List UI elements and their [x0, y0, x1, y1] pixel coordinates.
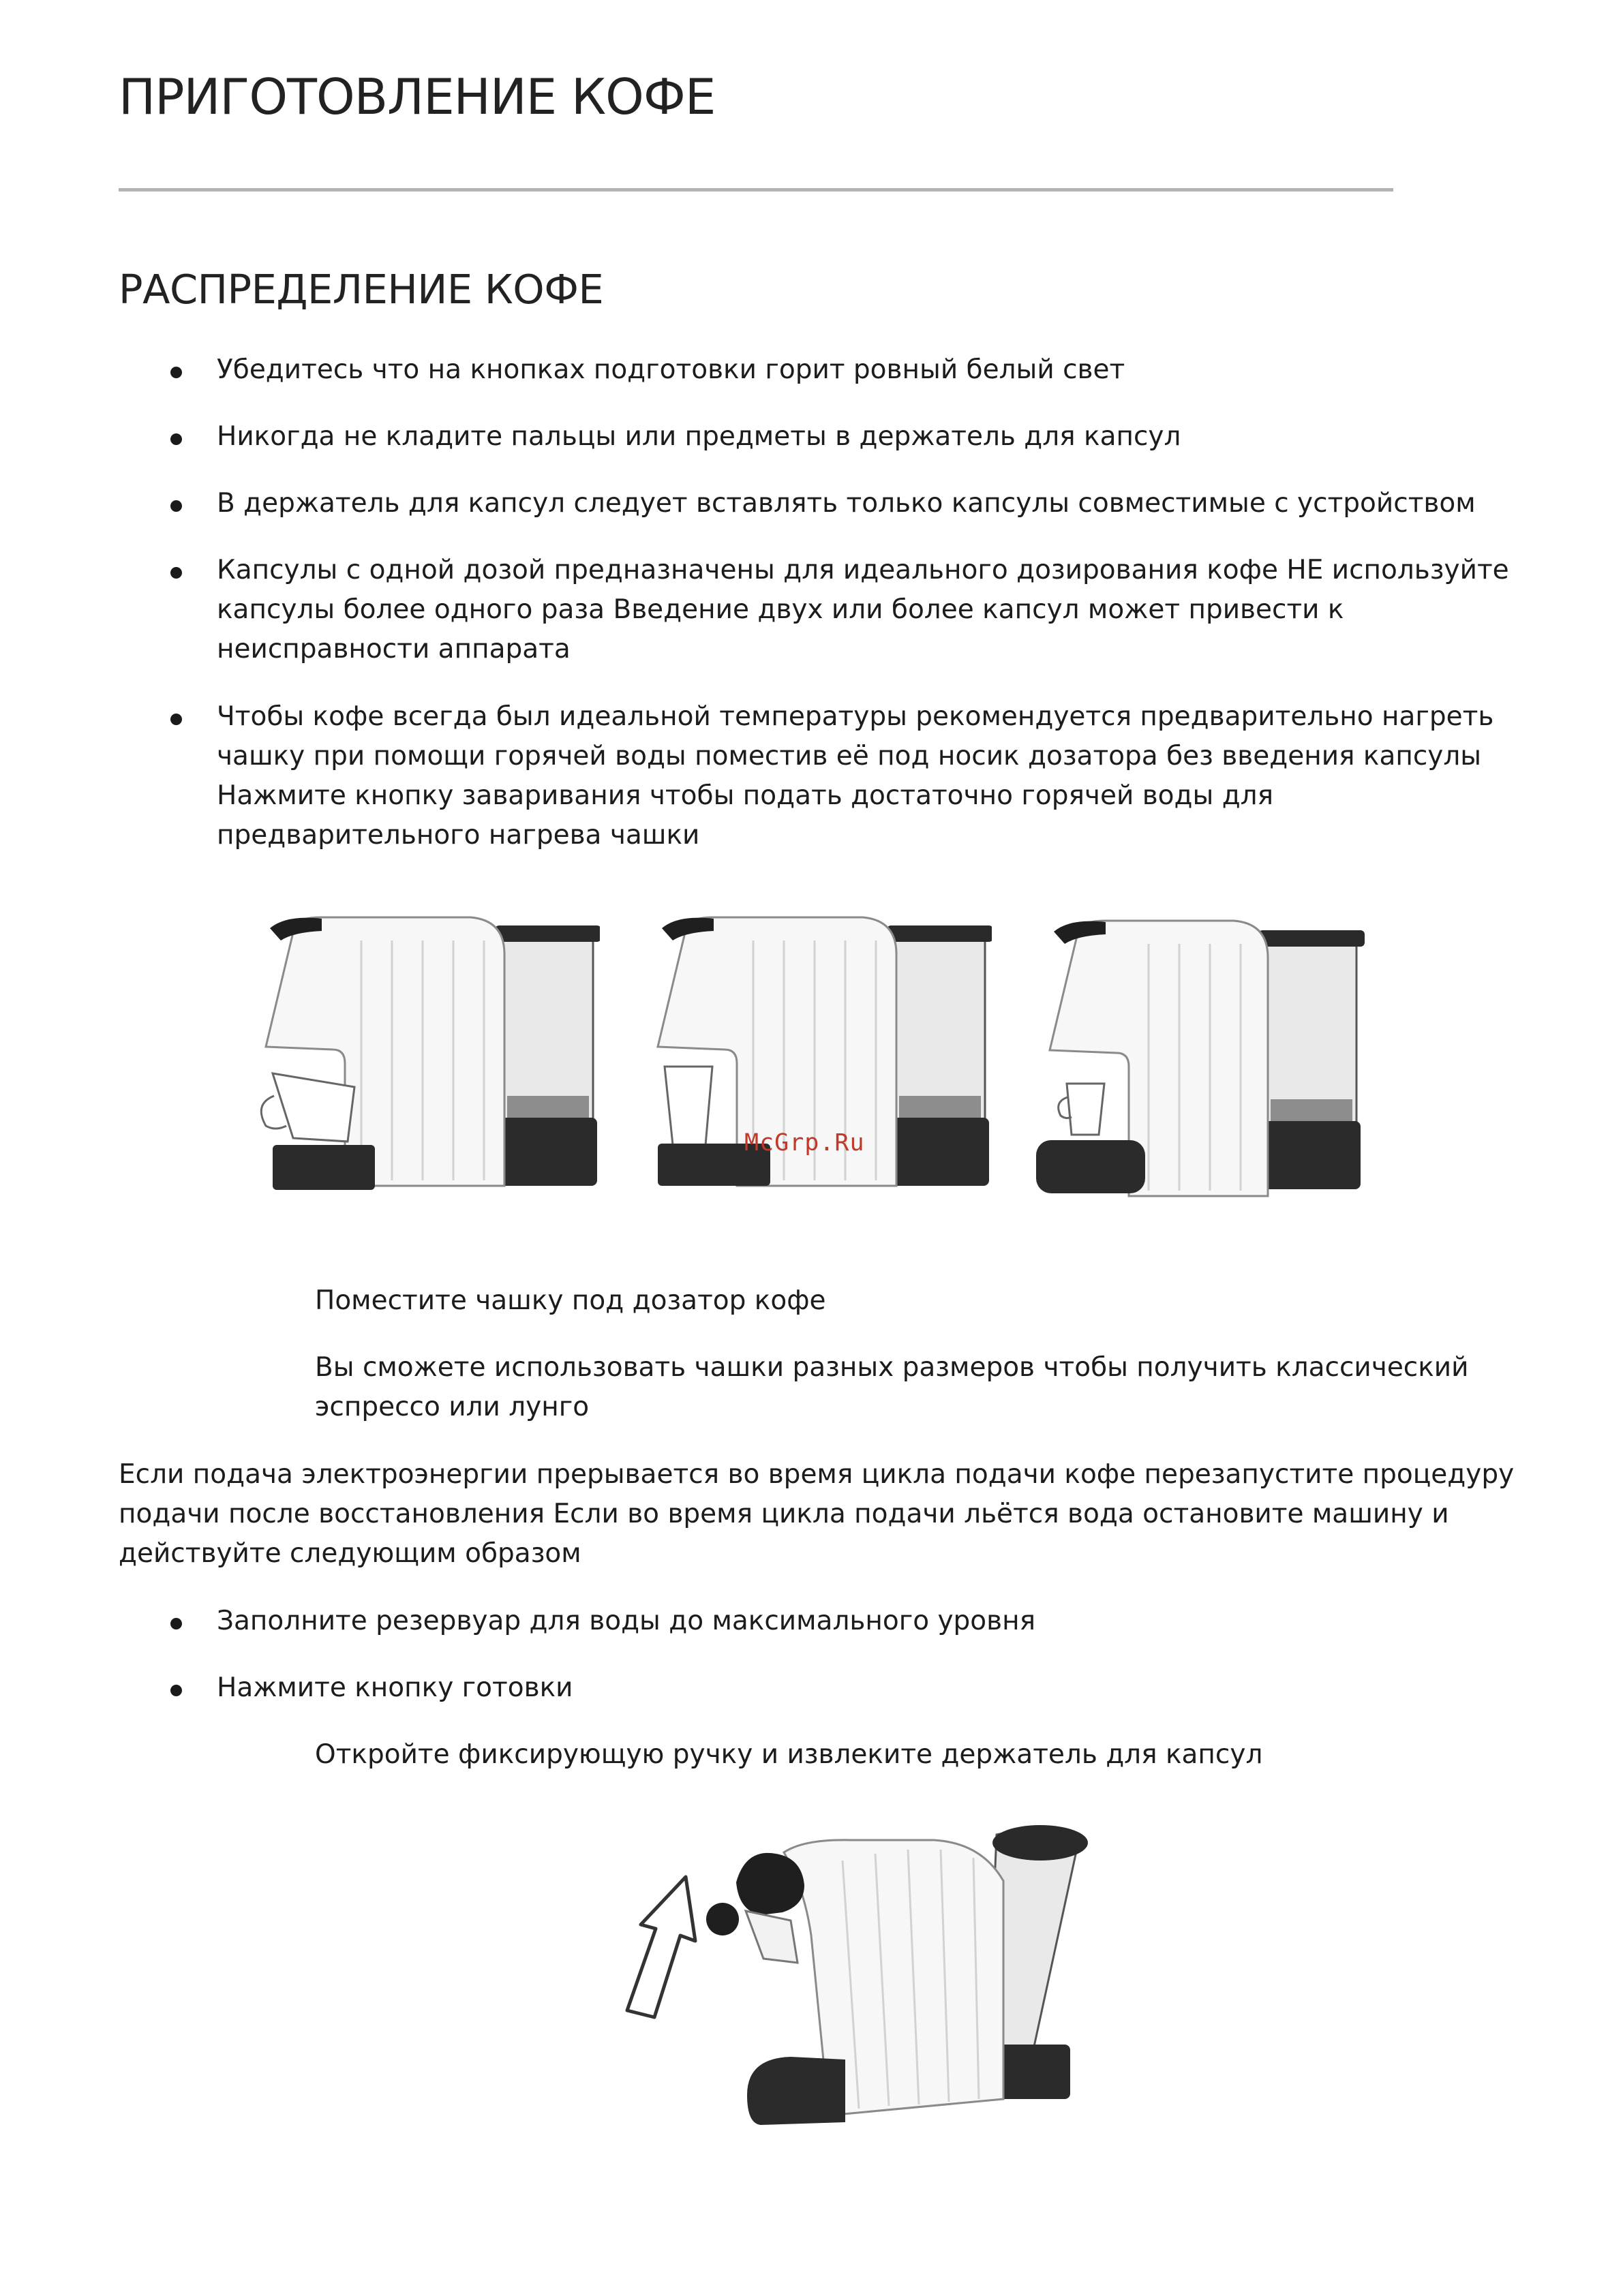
watermark: McGrp.Ru [744, 1129, 865, 1157]
bullet-item-2: Никогда не кладите пальцы или предметы в держатель для капсул [217, 417, 1512, 457]
page-title: ПРИГОТОВЛЕНИЕ КОФЕ [119, 68, 716, 125]
bullet-item-5: Чтобы кофе всегда был идеальной температуры рекомендуется предварительно нагреть чашку при помощи горячей воды поместив её под носик дозатора без введения капсулы Нажмите кнопку заваривания чтобы подать достаточно горячей воды для предварительного нагрева чашки [217, 697, 1519, 855]
coffee-machine-tall-glass-illustration [637, 913, 992, 1199]
recovery-step-1: Заполните резервуар для воды до максимального уровня [217, 1602, 1512, 1641]
final-step-text: Откройте фиксирующую ручку и извлеките держатель для капсул [315, 1739, 1263, 1770]
coffee-machine-small-cup-illustration [1029, 917, 1384, 1203]
place-cup-text: Поместите чашку под дозатор кофе [315, 1285, 826, 1316]
title-divider [119, 188, 1393, 192]
bullet-item-4: Капсулы с одной дозой предназначены для идеального дозирования кофе НЕ используйте капсулы более одного раза Введение двух или более капсул может привести к неисправности аппарата [217, 551, 1532, 669]
section-title: РАСПРЕДЕЛЕНИЕ КОФЕ [119, 266, 604, 313]
coffee-machine-large-cup-illustration [245, 913, 600, 1199]
recovery-step-2: Нажмите кнопку готовки [217, 1668, 1512, 1708]
power-interrupt-paragraph: Если подача электроэнергии прерывается во время цикла подачи кофе перезапустите процедуру подачи после восстановления Если во время цикла подачи льётся вода остановите машину и действуйте следующим образом [119, 1459, 1515, 1569]
cup-sizes-text: Вы сможете использовать чашки разных размеров чтобы получить классический эспрессо или лунго [315, 1352, 1469, 1422]
bullet-item-1: Убедитесь что на кнопках подготовки горит ровный белый свет [217, 350, 1512, 390]
bullet-item-3: В держатель для капсул следует вставлять только капсулы совместимые с устройством [217, 484, 1512, 523]
up-arrow-icon [627, 1877, 695, 2017]
coffee-machine-open-lever-illustration [600, 1820, 1159, 2147]
